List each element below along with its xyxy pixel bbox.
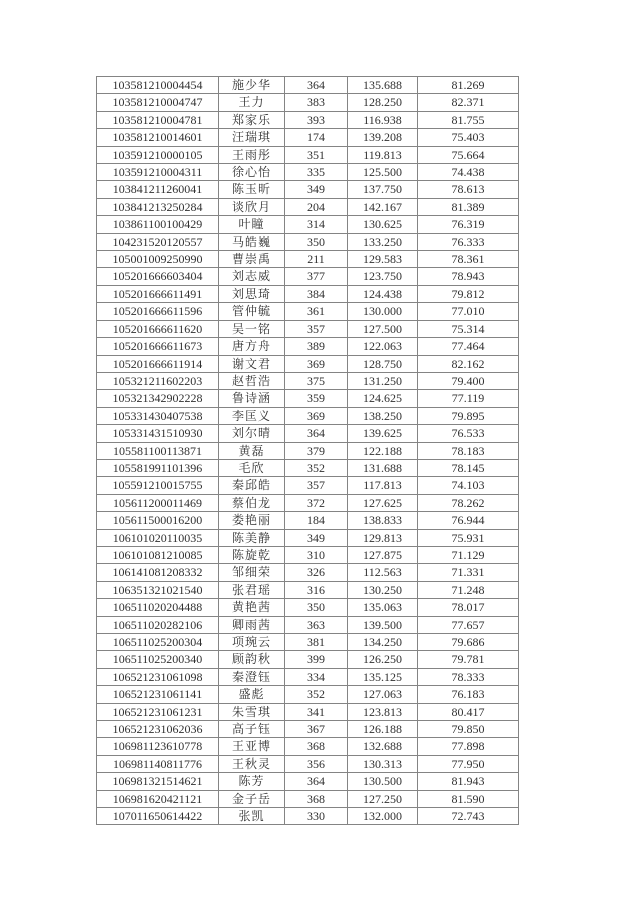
- table-row: [97, 790, 519, 807]
- score3-cell: 78.361: [418, 251, 519, 268]
- table-row: [97, 216, 519, 233]
- score2-cell: 138.250: [348, 407, 418, 424]
- table-row: [97, 616, 519, 633]
- table-row: [97, 233, 519, 250]
- candidate-id-cell: 106521231062036: [97, 721, 219, 738]
- score1-cell: 375: [285, 372, 348, 389]
- score1-cell: 341: [285, 703, 348, 720]
- score1-cell: 368: [285, 790, 348, 807]
- candidate-id-cell: 103581210004781: [97, 111, 219, 128]
- table-row: [97, 407, 519, 424]
- score3-cell: 82.371: [418, 94, 519, 111]
- name-cell: 王亚博: [219, 738, 285, 755]
- score3-cell: 77.119: [418, 390, 519, 407]
- table-row: [97, 94, 519, 111]
- score3-cell: 79.781: [418, 651, 519, 668]
- candidate-id-cell: 106511020204488: [97, 599, 219, 616]
- table-row: [97, 251, 519, 268]
- score3-cell: 79.850: [418, 721, 519, 738]
- score2-cell: 127.625: [348, 494, 418, 511]
- score3-cell: 79.400: [418, 372, 519, 389]
- candidate-id-cell: 105591210015755: [97, 477, 219, 494]
- score1-cell: 361: [285, 303, 348, 320]
- candidate-id-cell: 103591210000105: [97, 146, 219, 163]
- score1-cell: 369: [285, 355, 348, 372]
- name-cell: 盛彪: [219, 686, 285, 703]
- score3-cell: 77.010: [418, 303, 519, 320]
- score2-cell: 129.813: [348, 529, 418, 546]
- score-table-container: [96, 76, 519, 825]
- score3-cell: 81.269: [418, 77, 519, 94]
- score3-cell: 78.017: [418, 599, 519, 616]
- candidate-id-cell: 103581210004747: [97, 94, 219, 111]
- score2-cell: 125.500: [348, 164, 418, 181]
- score2-cell: 131.688: [348, 459, 418, 476]
- name-cell: 谈欣月: [219, 198, 285, 215]
- score2-cell: 130.625: [348, 216, 418, 233]
- score2-cell: 129.583: [348, 251, 418, 268]
- score2-cell: 119.813: [348, 146, 418, 163]
- table-row: [97, 181, 519, 198]
- score1-cell: 393: [285, 111, 348, 128]
- name-cell: 娄艳丽: [219, 512, 285, 529]
- name-cell: 朱雪琪: [219, 703, 285, 720]
- score2-cell: 139.625: [348, 425, 418, 442]
- score1-cell: 350: [285, 233, 348, 250]
- score3-cell: 81.590: [418, 790, 519, 807]
- name-cell: 蔡伯龙: [219, 494, 285, 511]
- name-cell: 张君瑶: [219, 581, 285, 598]
- score1-cell: 381: [285, 634, 348, 651]
- table-row: [97, 477, 519, 494]
- score1-cell: 368: [285, 738, 348, 755]
- score-table: [96, 76, 519, 825]
- score2-cell: 132.000: [348, 808, 418, 825]
- name-cell: 黄艳茜: [219, 599, 285, 616]
- score3-cell: 82.162: [418, 355, 519, 372]
- score1-cell: 349: [285, 529, 348, 546]
- table-row: [97, 599, 519, 616]
- score1-cell: 350: [285, 599, 348, 616]
- score3-cell: 76.183: [418, 686, 519, 703]
- score3-cell: 75.314: [418, 320, 519, 337]
- score2-cell: 131.250: [348, 372, 418, 389]
- table-row: [97, 755, 519, 772]
- name-cell: 唐方舟: [219, 338, 285, 355]
- score2-cell: 142.167: [348, 198, 418, 215]
- score2-cell: 127.500: [348, 320, 418, 337]
- score3-cell: 81.755: [418, 111, 519, 128]
- score3-cell: 77.657: [418, 616, 519, 633]
- score3-cell: 78.613: [418, 181, 519, 198]
- candidate-id-cell: 105611500016200: [97, 512, 219, 529]
- candidate-id-cell: 105201666611673: [97, 338, 219, 355]
- score2-cell: 130.000: [348, 303, 418, 320]
- candidate-id-cell: 106101081210085: [97, 546, 219, 563]
- score2-cell: 130.313: [348, 755, 418, 772]
- score1-cell: 399: [285, 651, 348, 668]
- table-row: [97, 198, 519, 215]
- score2-cell: 134.250: [348, 634, 418, 651]
- score2-cell: 116.938: [348, 111, 418, 128]
- candidate-id-cell: 103591210004311: [97, 164, 219, 181]
- name-cell: 张凯: [219, 808, 285, 825]
- table-row: [97, 77, 519, 94]
- table-row: [97, 442, 519, 459]
- score3-cell: 77.898: [418, 738, 519, 755]
- table-row: [97, 285, 519, 302]
- score2-cell: 130.500: [348, 773, 418, 790]
- candidate-id-cell: 103581210014601: [97, 129, 219, 146]
- name-cell: 陈美静: [219, 529, 285, 546]
- score1-cell: 357: [285, 320, 348, 337]
- score2-cell: 123.813: [348, 703, 418, 720]
- name-cell: 叶瞳: [219, 216, 285, 233]
- score2-cell: 124.438: [348, 285, 418, 302]
- name-cell: 王秋灵: [219, 755, 285, 772]
- name-cell: 卿雨茜: [219, 616, 285, 633]
- score3-cell: 76.319: [418, 216, 519, 233]
- score2-cell: 137.750: [348, 181, 418, 198]
- candidate-id-cell: 105321211602203: [97, 372, 219, 389]
- score2-cell: 122.188: [348, 442, 418, 459]
- candidate-id-cell: 104231520120557: [97, 233, 219, 250]
- name-cell: 李匡义: [219, 407, 285, 424]
- candidate-id-cell: 106981123610778: [97, 738, 219, 755]
- score2-cell: 132.688: [348, 738, 418, 755]
- score3-cell: 76.944: [418, 512, 519, 529]
- table-row: [97, 129, 519, 146]
- score1-cell: 335: [285, 164, 348, 181]
- name-cell: 陈旋乾: [219, 546, 285, 563]
- score1-cell: 326: [285, 564, 348, 581]
- candidate-id-cell: 105321342902228: [97, 390, 219, 407]
- table-row: [97, 146, 519, 163]
- table-row: [97, 581, 519, 598]
- score1-cell: 204: [285, 198, 348, 215]
- candidate-id-cell: 106141081208332: [97, 564, 219, 581]
- score1-cell: 364: [285, 773, 348, 790]
- table-row: [97, 703, 519, 720]
- score3-cell: 71.129: [418, 546, 519, 563]
- candidate-id-cell: 106511025200304: [97, 634, 219, 651]
- score3-cell: 79.686: [418, 634, 519, 651]
- table-row: [97, 564, 519, 581]
- score1-cell: 184: [285, 512, 348, 529]
- score1-cell: 211: [285, 251, 348, 268]
- candidate-id-cell: 105201666611620: [97, 320, 219, 337]
- candidate-id-cell: 106521231061231: [97, 703, 219, 720]
- score3-cell: 75.931: [418, 529, 519, 546]
- score3-cell: 72.743: [418, 808, 519, 825]
- score2-cell: 138.833: [348, 512, 418, 529]
- name-cell: 赵哲浩: [219, 372, 285, 389]
- table-row: [97, 686, 519, 703]
- name-cell: 汪瑞琪: [219, 129, 285, 146]
- score2-cell: 112.563: [348, 564, 418, 581]
- score3-cell: 79.812: [418, 285, 519, 302]
- score2-cell: 128.750: [348, 355, 418, 372]
- name-cell: 陈玉昕: [219, 181, 285, 198]
- score3-cell: 76.333: [418, 233, 519, 250]
- score1-cell: 369: [285, 407, 348, 424]
- score2-cell: 139.500: [348, 616, 418, 633]
- candidate-id-cell: 105001009250990: [97, 251, 219, 268]
- score2-cell: 135.063: [348, 599, 418, 616]
- score2-cell: 128.250: [348, 94, 418, 111]
- score3-cell: 81.389: [418, 198, 519, 215]
- table-row: [97, 634, 519, 651]
- name-cell: 秦邱皓: [219, 477, 285, 494]
- name-cell: 金子岳: [219, 790, 285, 807]
- score3-cell: 81.943: [418, 773, 519, 790]
- table-row: [97, 459, 519, 476]
- candidate-id-cell: 105201666611596: [97, 303, 219, 320]
- name-cell: 王雨彤: [219, 146, 285, 163]
- score3-cell: 78.145: [418, 459, 519, 476]
- score3-cell: 75.403: [418, 129, 519, 146]
- name-cell: 马皓巍: [219, 233, 285, 250]
- table-row: [97, 111, 519, 128]
- candidate-id-cell: 105581100113871: [97, 442, 219, 459]
- score2-cell: 135.125: [348, 668, 418, 685]
- candidate-id-cell: 106351321021540: [97, 581, 219, 598]
- name-cell: 吴一铭: [219, 320, 285, 337]
- candidate-id-cell: 103841213250284: [97, 198, 219, 215]
- score1-cell: 352: [285, 686, 348, 703]
- table-row: [97, 355, 519, 372]
- table-row: [97, 320, 519, 337]
- table-row: [97, 425, 519, 442]
- candidate-id-cell: 105581991101396: [97, 459, 219, 476]
- score1-cell: 367: [285, 721, 348, 738]
- score1-cell: 384: [285, 285, 348, 302]
- score1-cell: 330: [285, 808, 348, 825]
- table-row: [97, 738, 519, 755]
- name-cell: 曹崇禹: [219, 251, 285, 268]
- name-cell: 管仲毓: [219, 303, 285, 320]
- score1-cell: 359: [285, 390, 348, 407]
- table-row: [97, 721, 519, 738]
- name-cell: 郑家乐: [219, 111, 285, 128]
- name-cell: 刘尔晴: [219, 425, 285, 442]
- score1-cell: 351: [285, 146, 348, 163]
- score2-cell: 117.813: [348, 477, 418, 494]
- name-cell: 施少华: [219, 77, 285, 94]
- candidate-id-cell: 107011650614422: [97, 808, 219, 825]
- score1-cell: 357: [285, 477, 348, 494]
- table-row: [97, 303, 519, 320]
- table-row: [97, 808, 519, 825]
- name-cell: 王力: [219, 94, 285, 111]
- score3-cell: 78.943: [418, 268, 519, 285]
- candidate-id-cell: 103861100100429: [97, 216, 219, 233]
- name-cell: 刘思琦: [219, 285, 285, 302]
- score3-cell: 80.417: [418, 703, 519, 720]
- candidate-id-cell: 106981321514621: [97, 773, 219, 790]
- score-table-body: [97, 77, 519, 825]
- score1-cell: 363: [285, 616, 348, 633]
- score1-cell: 377: [285, 268, 348, 285]
- name-cell: 高子钰: [219, 721, 285, 738]
- candidate-id-cell: 106521231061141: [97, 686, 219, 703]
- name-cell: 谢文君: [219, 355, 285, 372]
- score1-cell: 372: [285, 494, 348, 511]
- name-cell: 顾韵秋: [219, 651, 285, 668]
- score1-cell: 352: [285, 459, 348, 476]
- name-cell: 陈芳: [219, 773, 285, 790]
- score3-cell: 79.895: [418, 407, 519, 424]
- score2-cell: 133.250: [348, 233, 418, 250]
- table-row: [97, 494, 519, 511]
- score1-cell: 316: [285, 581, 348, 598]
- name-cell: 黄磊: [219, 442, 285, 459]
- score2-cell: 127.875: [348, 546, 418, 563]
- score1-cell: 334: [285, 668, 348, 685]
- table-row: [97, 546, 519, 563]
- table-row: [97, 390, 519, 407]
- table-row: [97, 338, 519, 355]
- score2-cell: 124.625: [348, 390, 418, 407]
- score2-cell: 130.250: [348, 581, 418, 598]
- score1-cell: 389: [285, 338, 348, 355]
- score3-cell: 78.183: [418, 442, 519, 459]
- score3-cell: 71.331: [418, 564, 519, 581]
- score1-cell: 379: [285, 442, 348, 459]
- score3-cell: 75.664: [418, 146, 519, 163]
- name-cell: 徐心怡: [219, 164, 285, 181]
- score2-cell: 139.208: [348, 129, 418, 146]
- score3-cell: 78.333: [418, 668, 519, 685]
- score3-cell: 77.464: [418, 338, 519, 355]
- score1-cell: 314: [285, 216, 348, 233]
- table-row: [97, 529, 519, 546]
- table-row: [97, 512, 519, 529]
- table-row: [97, 372, 519, 389]
- score3-cell: 71.248: [418, 581, 519, 598]
- score3-cell: 74.103: [418, 477, 519, 494]
- score3-cell: 77.950: [418, 755, 519, 772]
- score3-cell: 78.262: [418, 494, 519, 511]
- candidate-id-cell: 105201666603404: [97, 268, 219, 285]
- score1-cell: 383: [285, 94, 348, 111]
- candidate-id-cell: 105201666611491: [97, 285, 219, 302]
- name-cell: 鲁诗涵: [219, 390, 285, 407]
- candidate-id-cell: 106981140811776: [97, 755, 219, 772]
- name-cell: 邹细荣: [219, 564, 285, 581]
- score1-cell: 349: [285, 181, 348, 198]
- candidate-id-cell: 106521231061098: [97, 668, 219, 685]
- candidate-id-cell: 105201666611914: [97, 355, 219, 372]
- table-row: [97, 651, 519, 668]
- score1-cell: 174: [285, 129, 348, 146]
- score2-cell: 126.188: [348, 721, 418, 738]
- score2-cell: 127.063: [348, 686, 418, 703]
- name-cell: 秦澄钰: [219, 668, 285, 685]
- score2-cell: 126.250: [348, 651, 418, 668]
- candidate-id-cell: 103581210004454: [97, 77, 219, 94]
- score3-cell: 74.438: [418, 164, 519, 181]
- name-cell: 项琬云: [219, 634, 285, 651]
- score2-cell: 123.750: [348, 268, 418, 285]
- score1-cell: 310: [285, 546, 348, 563]
- score1-cell: 356: [285, 755, 348, 772]
- candidate-id-cell: 106511025200340: [97, 651, 219, 668]
- score3-cell: 76.533: [418, 425, 519, 442]
- score1-cell: 364: [285, 425, 348, 442]
- table-row: [97, 668, 519, 685]
- score2-cell: 127.250: [348, 790, 418, 807]
- score1-cell: 364: [285, 77, 348, 94]
- candidate-id-cell: 105331430407538: [97, 407, 219, 424]
- name-cell: 毛欣: [219, 459, 285, 476]
- name-cell: 刘志威: [219, 268, 285, 285]
- candidate-id-cell: 103841211260041: [97, 181, 219, 198]
- candidate-id-cell: 105331431510930: [97, 425, 219, 442]
- candidate-id-cell: 106981620421121: [97, 790, 219, 807]
- table-row: [97, 164, 519, 181]
- score2-cell: 135.688: [348, 77, 418, 94]
- candidate-id-cell: 105611200011469: [97, 494, 219, 511]
- candidate-id-cell: 106511020282106: [97, 616, 219, 633]
- score2-cell: 122.063: [348, 338, 418, 355]
- candidate-id-cell: 106101020110035: [97, 529, 219, 546]
- table-row: [97, 773, 519, 790]
- table-row: [97, 268, 519, 285]
